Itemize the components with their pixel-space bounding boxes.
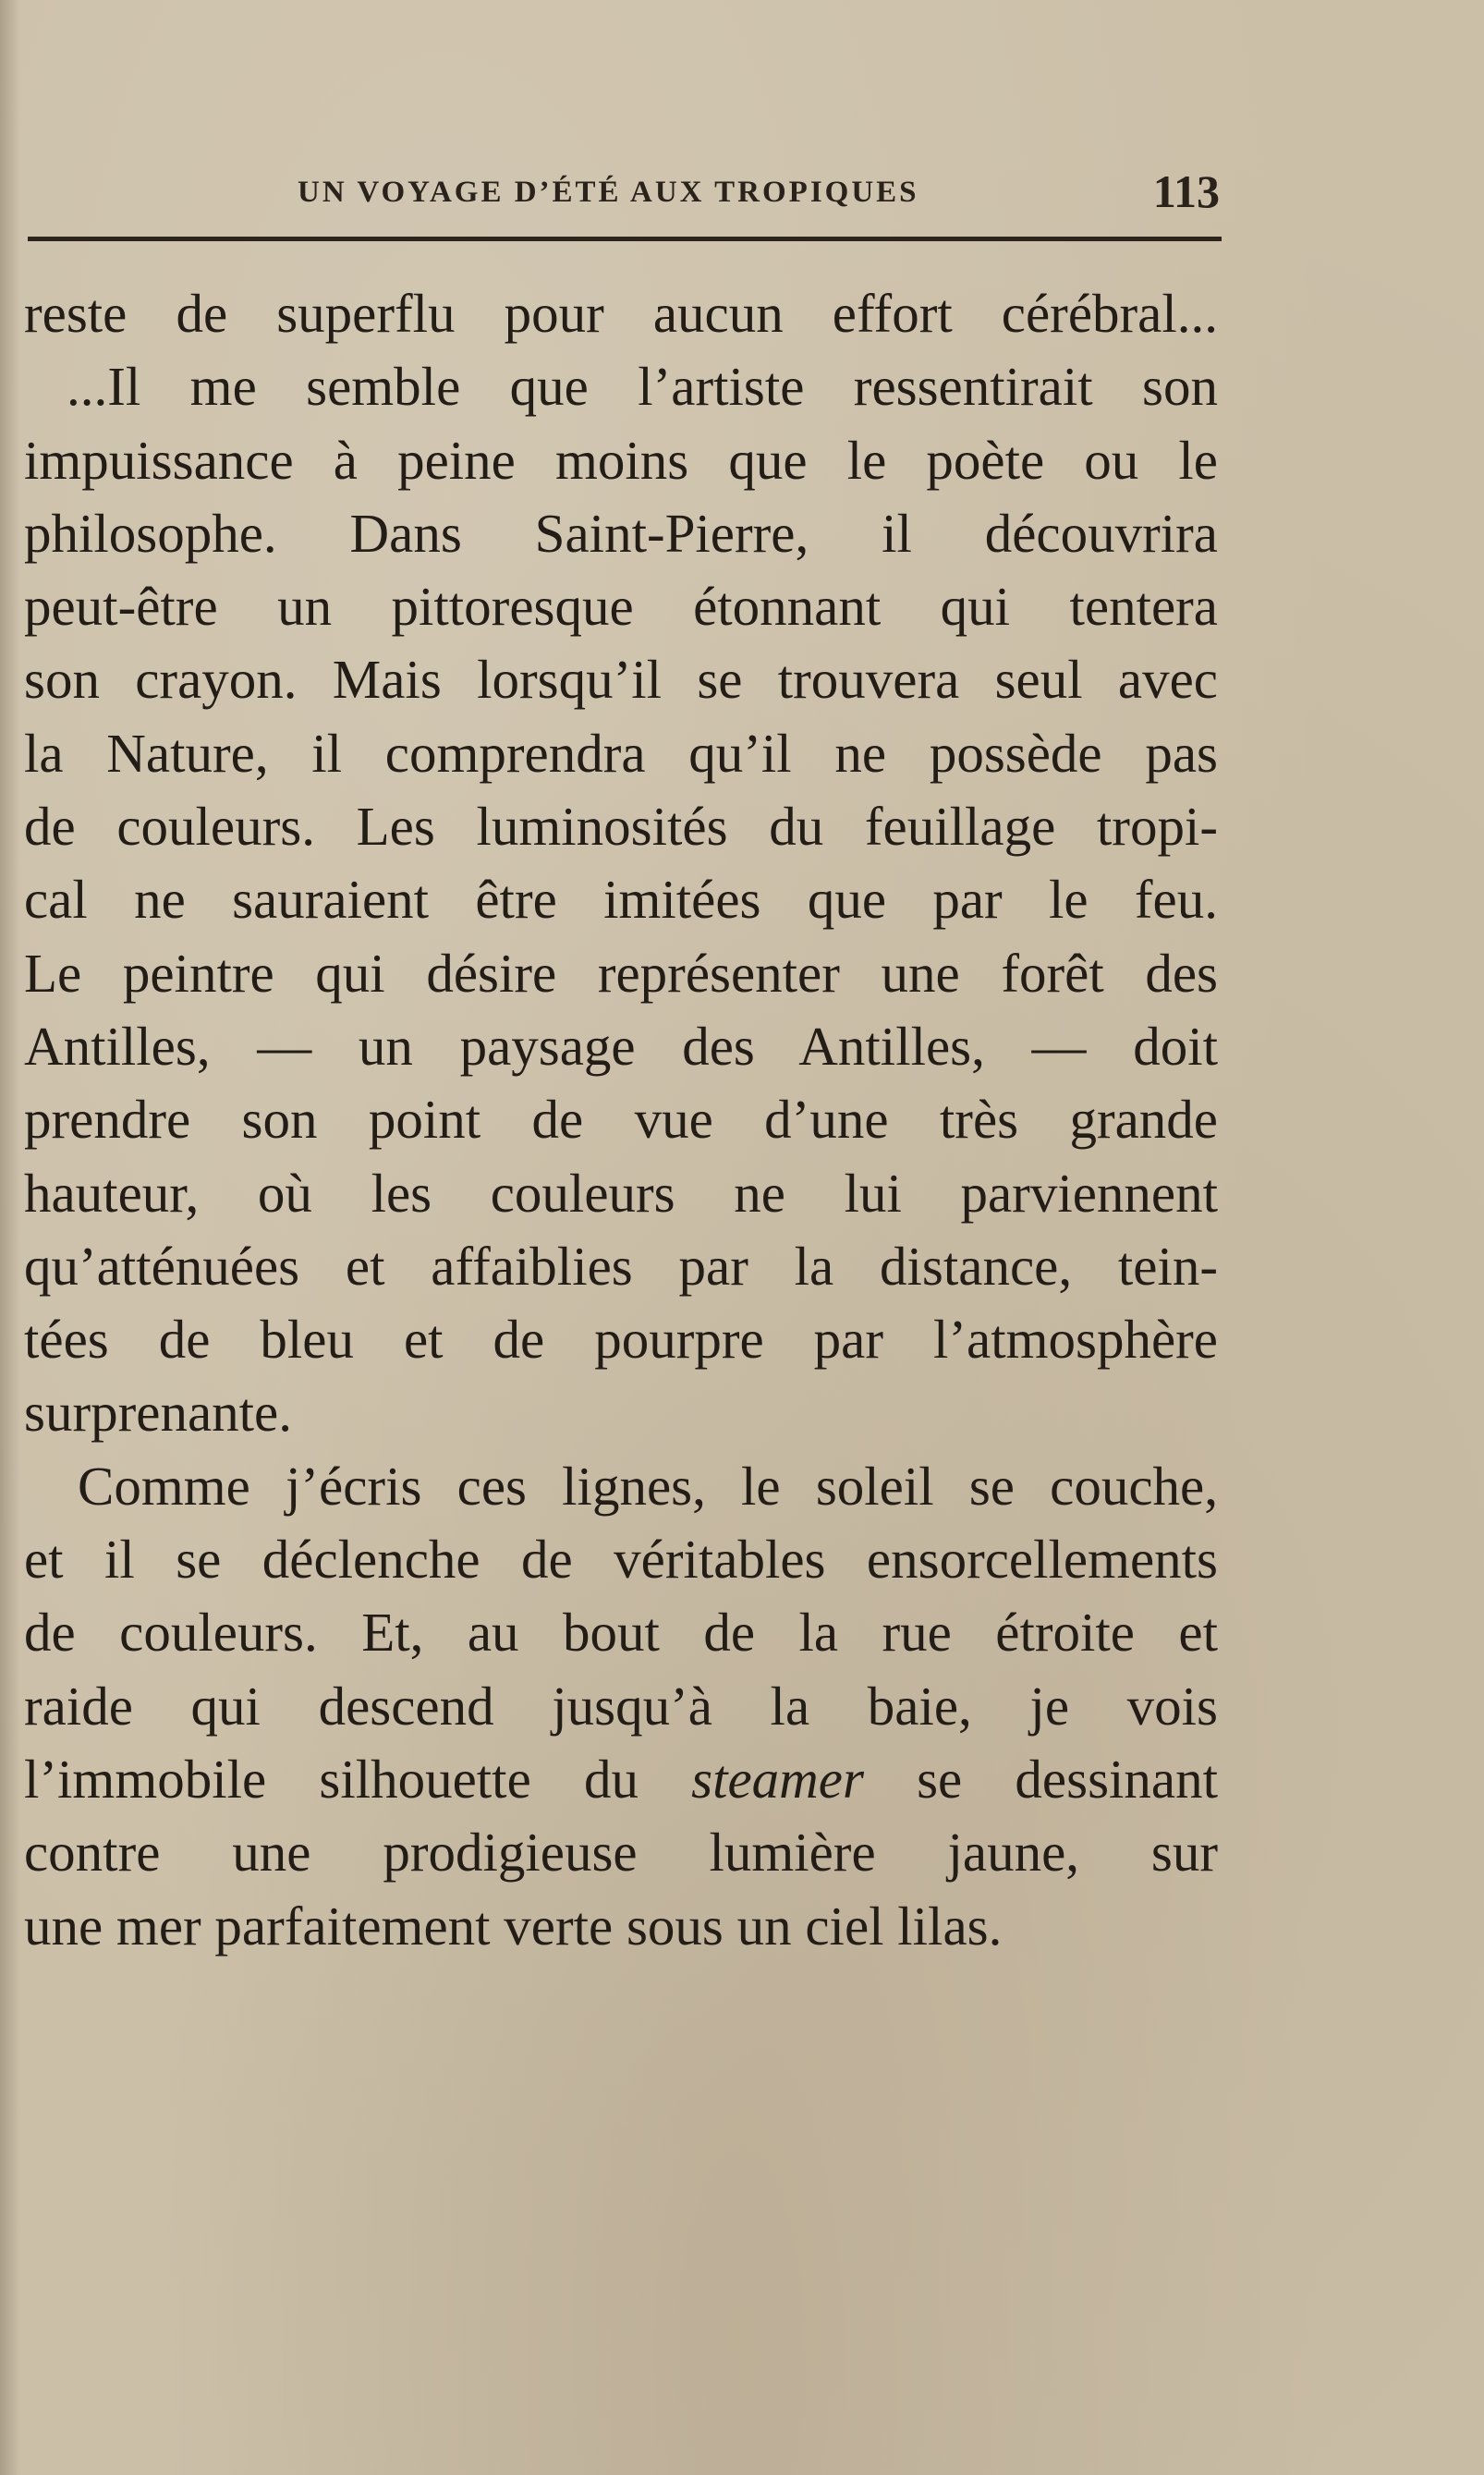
running-head bbox=[28, 165, 1220, 229]
text-run: l’immobile silhouette du bbox=[24, 1748, 692, 1810]
text-line: tées de bleu et de pourpre par l’atmosphère bbox=[24, 1309, 1218, 1371]
text-line: raide qui descend jusqu’à la baie, je vois bbox=[24, 1675, 1218, 1737]
text-line: Comme j’écris ces lignes, le soleil se couche, bbox=[78, 1455, 1218, 1517]
text-line: hauteur, où les couleurs ne lui parviennent bbox=[24, 1162, 1218, 1224]
text-line: surprenante. bbox=[24, 1382, 292, 1444]
italic-word: steamer bbox=[691, 1748, 864, 1810]
text-line: impuissance à peine moins que le poète ou le bbox=[24, 429, 1218, 491]
text-line: prendre son point de vue d’une très grande bbox=[24, 1089, 1218, 1151]
text-run: se dessinant bbox=[863, 1748, 1218, 1810]
text-line: cal ne sauraient être imitées que par le feu. bbox=[24, 869, 1218, 931]
header-rule bbox=[28, 237, 1222, 241]
text-line: qu’atténuées et affaiblies par la distance, tein- bbox=[24, 1235, 1218, 1297]
text-line: la Nature, il comprendra qu’il ne possède pas bbox=[24, 722, 1218, 784]
text-line: peut-être un pittoresque étonnant qui tentera bbox=[24, 576, 1218, 638]
running-title: UN VOYAGE D’ÉTÉ AUX TROPIQUES bbox=[298, 176, 919, 209]
text-line: Antilles, — un paysage des Antilles, — doit bbox=[24, 1015, 1218, 1077]
text-line: ...Il me semble que l’artiste ressentirait son bbox=[67, 356, 1218, 418]
page-number: 113 bbox=[1152, 165, 1220, 217]
text-line: son crayon. Mais lorsqu’il se trouvera seul avec bbox=[24, 649, 1218, 711]
text-line: une mer parfaitement verte sous un ciel lilas. bbox=[24, 1895, 1003, 1957]
text-line: reste de superflu pour aucun effort cérébral... bbox=[24, 283, 1218, 344]
text-line: Le peintre qui désire représenter une forêt des bbox=[24, 942, 1218, 1004]
text-line: et il se déclenche de véritables ensorcellements bbox=[24, 1529, 1218, 1591]
text-line: de couleurs. Et, au bout de la rue étroite et bbox=[24, 1602, 1218, 1664]
text-line: contre une prodigieuse lumière jaune, sur bbox=[24, 1822, 1218, 1884]
body-text bbox=[24, 277, 1218, 1963]
text-line: philosophe. Dans Saint-Pierre, il découvrira bbox=[24, 502, 1218, 564]
text-line bbox=[24, 1743, 1218, 1816]
page-gutter-shadow bbox=[0, 0, 20, 2475]
text-line: de couleurs. Les luminosités du feuillage tropi- bbox=[24, 796, 1218, 858]
